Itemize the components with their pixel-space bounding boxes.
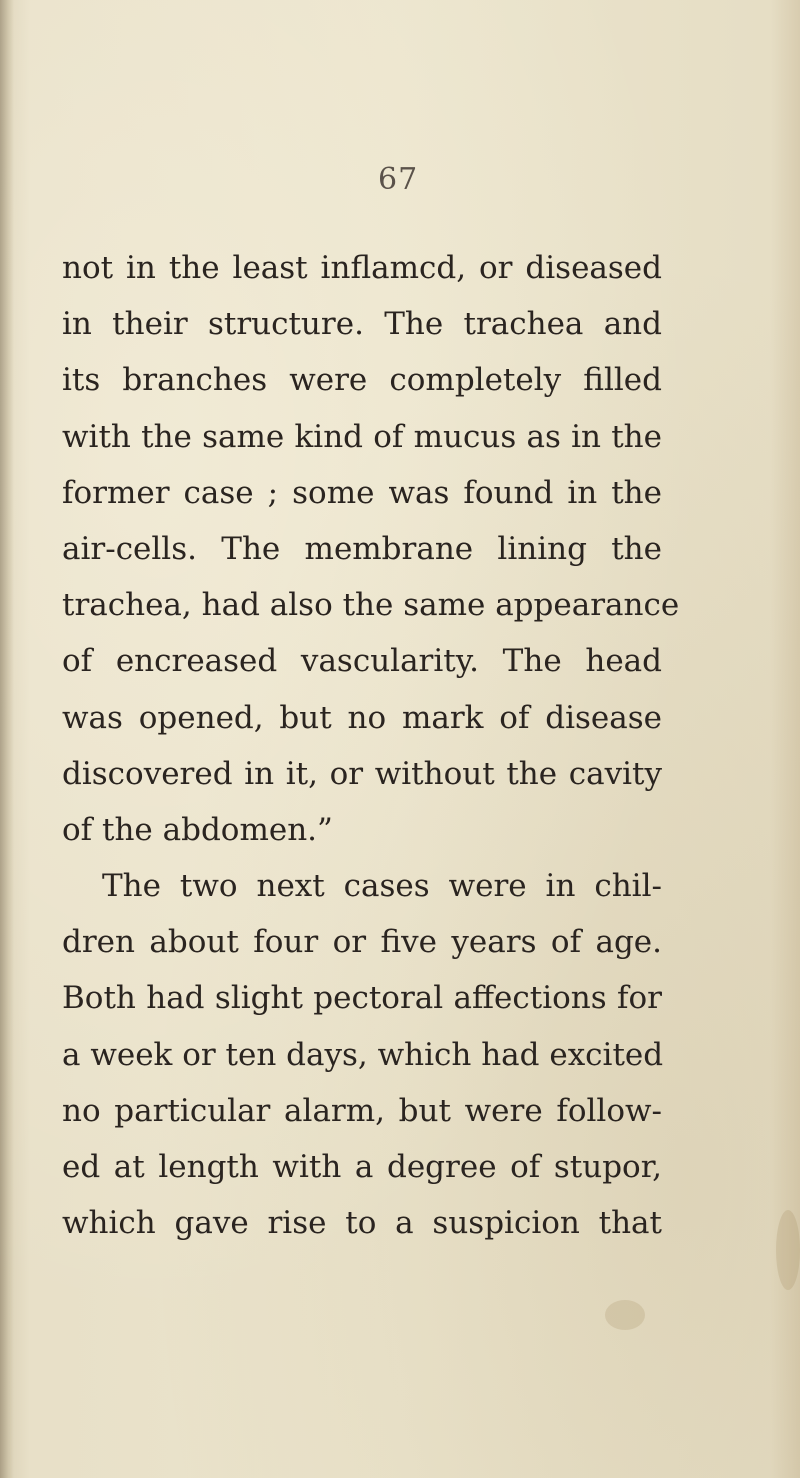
text-line: was opened, but no mark of disease <box>62 699 662 736</box>
text-line: air-cells. The membrane lining the <box>62 530 662 567</box>
text-line: Both had slight pectoral affections for <box>62 980 662 1017</box>
body-text <box>62 240 680 1251</box>
text-line: not in the least inflamcd, or diseased <box>62 250 662 286</box>
text-line: in their structure. The trachea and <box>62 306 662 343</box>
paper-stain <box>776 1210 800 1290</box>
text-line: a week or ten days, which had excited <box>62 1036 664 1073</box>
text-line: The two next cases were in chil- <box>102 868 662 905</box>
text-line: with the same kind of mucus as in the <box>62 418 662 455</box>
text-line: former case ; some was found in the <box>62 474 662 511</box>
page-binding-edge <box>0 0 14 1478</box>
text-line: dren about four or five years of age. <box>62 924 662 961</box>
text-line: discovered in it, or without the cavity <box>62 755 662 792</box>
text-line: ed at length with a degree of stupor, <box>62 1149 662 1185</box>
text-line: trachea, had also the same appearance <box>62 587 680 624</box>
text-line: which gave rise to a suspicion that <box>62 1205 662 1242</box>
text-line: its branches were completely filled <box>62 362 662 399</box>
text-line: of the abdomen.” <box>62 811 333 848</box>
text-line: no particular alarm, but were follow- <box>62 1092 662 1129</box>
text-line: of encreased vascularity. The head <box>62 643 662 680</box>
page-number: 67 <box>378 162 419 197</box>
paper-stain <box>605 1300 645 1330</box>
